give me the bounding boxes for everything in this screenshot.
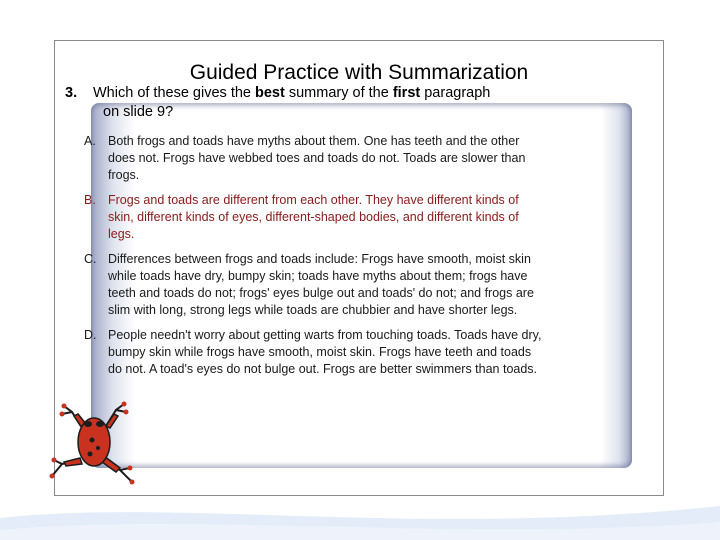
question-number: 3. [65,85,78,101]
answer-choices [84,133,546,386]
choice-letter: A. [84,134,96,148]
slide-title: Guided Practice with Summarization [189,61,529,84]
frog-illustration [44,398,144,494]
choice-text: People needn't worry about getting warts from touching toads. Toads have dry, bumpy skin while frogs have smooth, moist skin. Frogs have teeth and toads do not. A toad's eyes do not bulge out. Frogs are better swimmers than toads. [108,328,542,376]
question-text-2: summary of the [284,85,393,101]
question-continuation: on slide 9? [103,104,174,120]
choice-d[interactable] [84,327,546,378]
choice-b[interactable] [84,192,546,243]
question-emphasis-best: best [255,85,285,101]
question [65,84,545,122]
choice-c[interactable] [84,251,546,319]
choice-letter: C. [84,252,97,266]
choice-text: Differences between frogs and toads include: Frogs have smooth, moist skin while toads have dry, bumpy skin; toads have myths about them; frogs have teeth and toads do not; frogs' eyes bulge out and toads' do not; and frogs are slim with long, strong legs while toads are chubbier and have shorter legs. [108,252,534,317]
choice-letter: D. [84,328,97,342]
question-emphasis-first: first [392,85,421,101]
choice-text: Both frogs and toads have myths about them. One has teeth and the other does not. Frogs have webbed toes and toads do not. Toads are slower than frogs. [108,134,526,182]
question-text-3: paragraph [420,85,491,101]
choice-a[interactable] [84,133,546,184]
choice-text: Frogs and toads are different from each other. They have different kinds of skin, different kinds of eyes, different-shaped bodies, and different kinds of legs. [108,193,519,241]
question-text-1: Which of these gives the [93,85,255,101]
choice-letter: B. [84,193,96,207]
